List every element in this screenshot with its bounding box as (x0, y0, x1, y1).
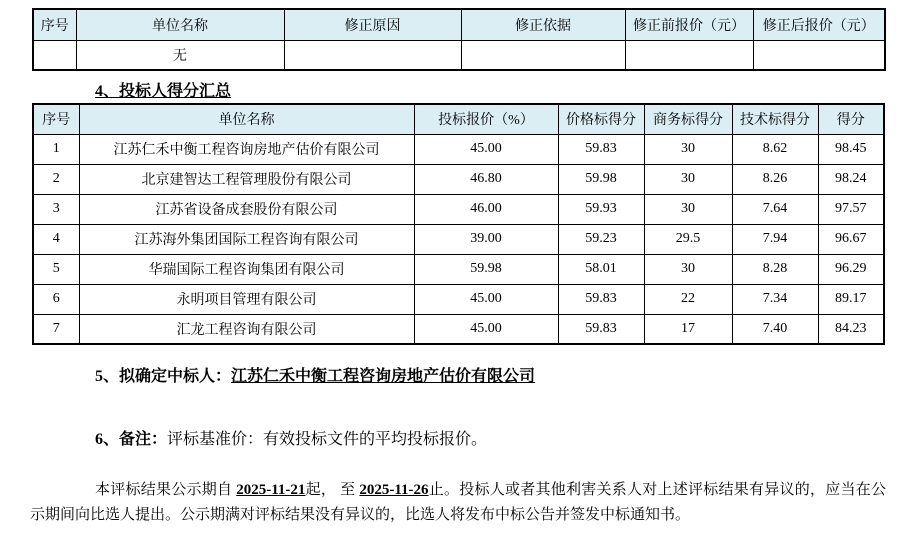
score-header-unit-name: 单位名称 (79, 104, 414, 134)
score-header-tech-score: 技术标得分 (732, 104, 818, 134)
remark-line (95, 426, 487, 449)
table-cell: 59.83 (558, 134, 644, 164)
score-table-header-row (33, 104, 884, 134)
table-cell: 7.94 (732, 224, 818, 254)
table-cell: 17 (644, 314, 732, 344)
table-cell: 84.23 (818, 314, 884, 344)
table-cell: 无 (76, 40, 284, 70)
table-cell: 59.93 (558, 194, 644, 224)
score-table-row (33, 284, 884, 314)
table-cell: 8.26 (732, 164, 818, 194)
score-table-row (33, 134, 884, 164)
table-cell: 45.00 (414, 314, 558, 344)
table-cell: 永明项目管理有限公司 (79, 284, 414, 314)
table-cell: 北京建智达工程管理股份有限公司 (79, 164, 414, 194)
score-table-row (33, 314, 884, 344)
table-cell: 5 (33, 254, 79, 284)
table-cell: 8.62 (732, 134, 818, 164)
table-cell: 7 (33, 314, 79, 344)
score-table-row (33, 194, 884, 224)
correction-header-seq: 序号 (33, 9, 76, 40)
notice-text-part1: 本评标结果公示期自 (95, 482, 237, 498)
winner-name: 江苏仁禾中衡工程咨询房地产估价有限公司 (231, 368, 536, 385)
table-cell: 汇龙工程咨询有限公司 (79, 314, 414, 344)
table-cell (461, 40, 625, 70)
table-cell (753, 40, 885, 70)
table-cell: 98.45 (818, 134, 884, 164)
score-header-bid-price: 投标报价（%） (414, 104, 558, 134)
remark-text: 评标基准价：有效投标文件的平均投标报价。 (167, 431, 488, 448)
score-header-price-score: 价格标得分 (558, 104, 644, 134)
score-header-business-score: 商务标得分 (644, 104, 732, 134)
score-header-seq: 序号 (33, 104, 79, 134)
table-cell: 7.64 (732, 194, 818, 224)
table-cell: 39.00 (414, 224, 558, 254)
winner-label: 5、拟确定中标人： (95, 368, 232, 385)
table-cell: 4 (33, 224, 79, 254)
correction-header-basis: 修正依据 (461, 9, 625, 40)
table-cell (33, 40, 76, 70)
table-cell: 45.00 (414, 284, 558, 314)
table-cell: 97.57 (818, 194, 884, 224)
table-cell: 江苏省设备成套股份有限公司 (79, 194, 414, 224)
table-cell: 59.98 (558, 164, 644, 194)
table-cell: 江苏海外集团国际工程咨询有限公司 (79, 224, 414, 254)
correction-header-reason: 修正原因 (284, 9, 461, 40)
table-cell: 1 (33, 134, 79, 164)
table-cell: 6 (33, 284, 79, 314)
publicity-notice (30, 478, 886, 528)
table-cell: 3 (33, 194, 79, 224)
score-summary-table (32, 103, 885, 345)
table-cell: 89.17 (818, 284, 884, 314)
correction-header-unit-name: 单位名称 (76, 9, 284, 40)
score-header-total-score: 得分 (818, 104, 884, 134)
table-cell: 59.23 (558, 224, 644, 254)
table-cell: 58.01 (558, 254, 644, 284)
correction-header-price-before: 修正前报价（元） (625, 9, 753, 40)
table-cell: 江苏仁禾中衡工程咨询房地产估价有限公司 (79, 134, 414, 164)
score-table-row (33, 254, 884, 284)
table-cell: 30 (644, 164, 732, 194)
table-cell: 29.5 (644, 224, 732, 254)
table-cell: 46.80 (414, 164, 558, 194)
notice-text-part3: 止。投标人或者其他利害关系人对上述评标结果有异议的，应当在公示期间向比选人提出。公示期满对评标结果没有异议的，比选人将发布中标公告并签发中标通知书。 (30, 482, 886, 523)
table-cell: 7.40 (732, 314, 818, 344)
table-cell (284, 40, 461, 70)
score-summary-title: 4、投标人得分汇总 (95, 83, 232, 100)
table-cell: 98.24 (818, 164, 884, 194)
table-cell: 96.29 (818, 254, 884, 284)
table-cell: 59.83 (558, 314, 644, 344)
notice-text-part2: 起， 至 (305, 482, 360, 498)
table-cell: 30 (644, 194, 732, 224)
correction-table-row (33, 40, 885, 70)
correction-table (32, 8, 886, 71)
table-cell: 30 (644, 134, 732, 164)
table-cell: 30 (644, 254, 732, 284)
table-cell: 46.00 (414, 194, 558, 224)
winner-line (95, 363, 535, 386)
table-cell: 59.83 (558, 284, 644, 314)
table-cell: 华瑞国际工程咨询集团有限公司 (79, 254, 414, 284)
table-cell: 8.28 (732, 254, 818, 284)
table-cell (625, 40, 753, 70)
correction-table-header-row (33, 9, 885, 40)
table-cell: 22 (644, 284, 732, 314)
table-cell: 45.00 (414, 134, 558, 164)
publicity-end-date: 2025-11-26 (359, 482, 429, 498)
remark-label: 6、备注： (95, 431, 168, 448)
publicity-start-date: 2025-11-21 (236, 482, 306, 498)
score-table-row (33, 224, 884, 254)
table-cell: 59.98 (414, 254, 558, 284)
table-cell: 2 (33, 164, 79, 194)
score-table-row (33, 164, 884, 194)
table-cell: 7.34 (732, 284, 818, 314)
correction-header-price-after: 修正后报价（元） (753, 9, 885, 40)
table-cell: 96.67 (818, 224, 884, 254)
